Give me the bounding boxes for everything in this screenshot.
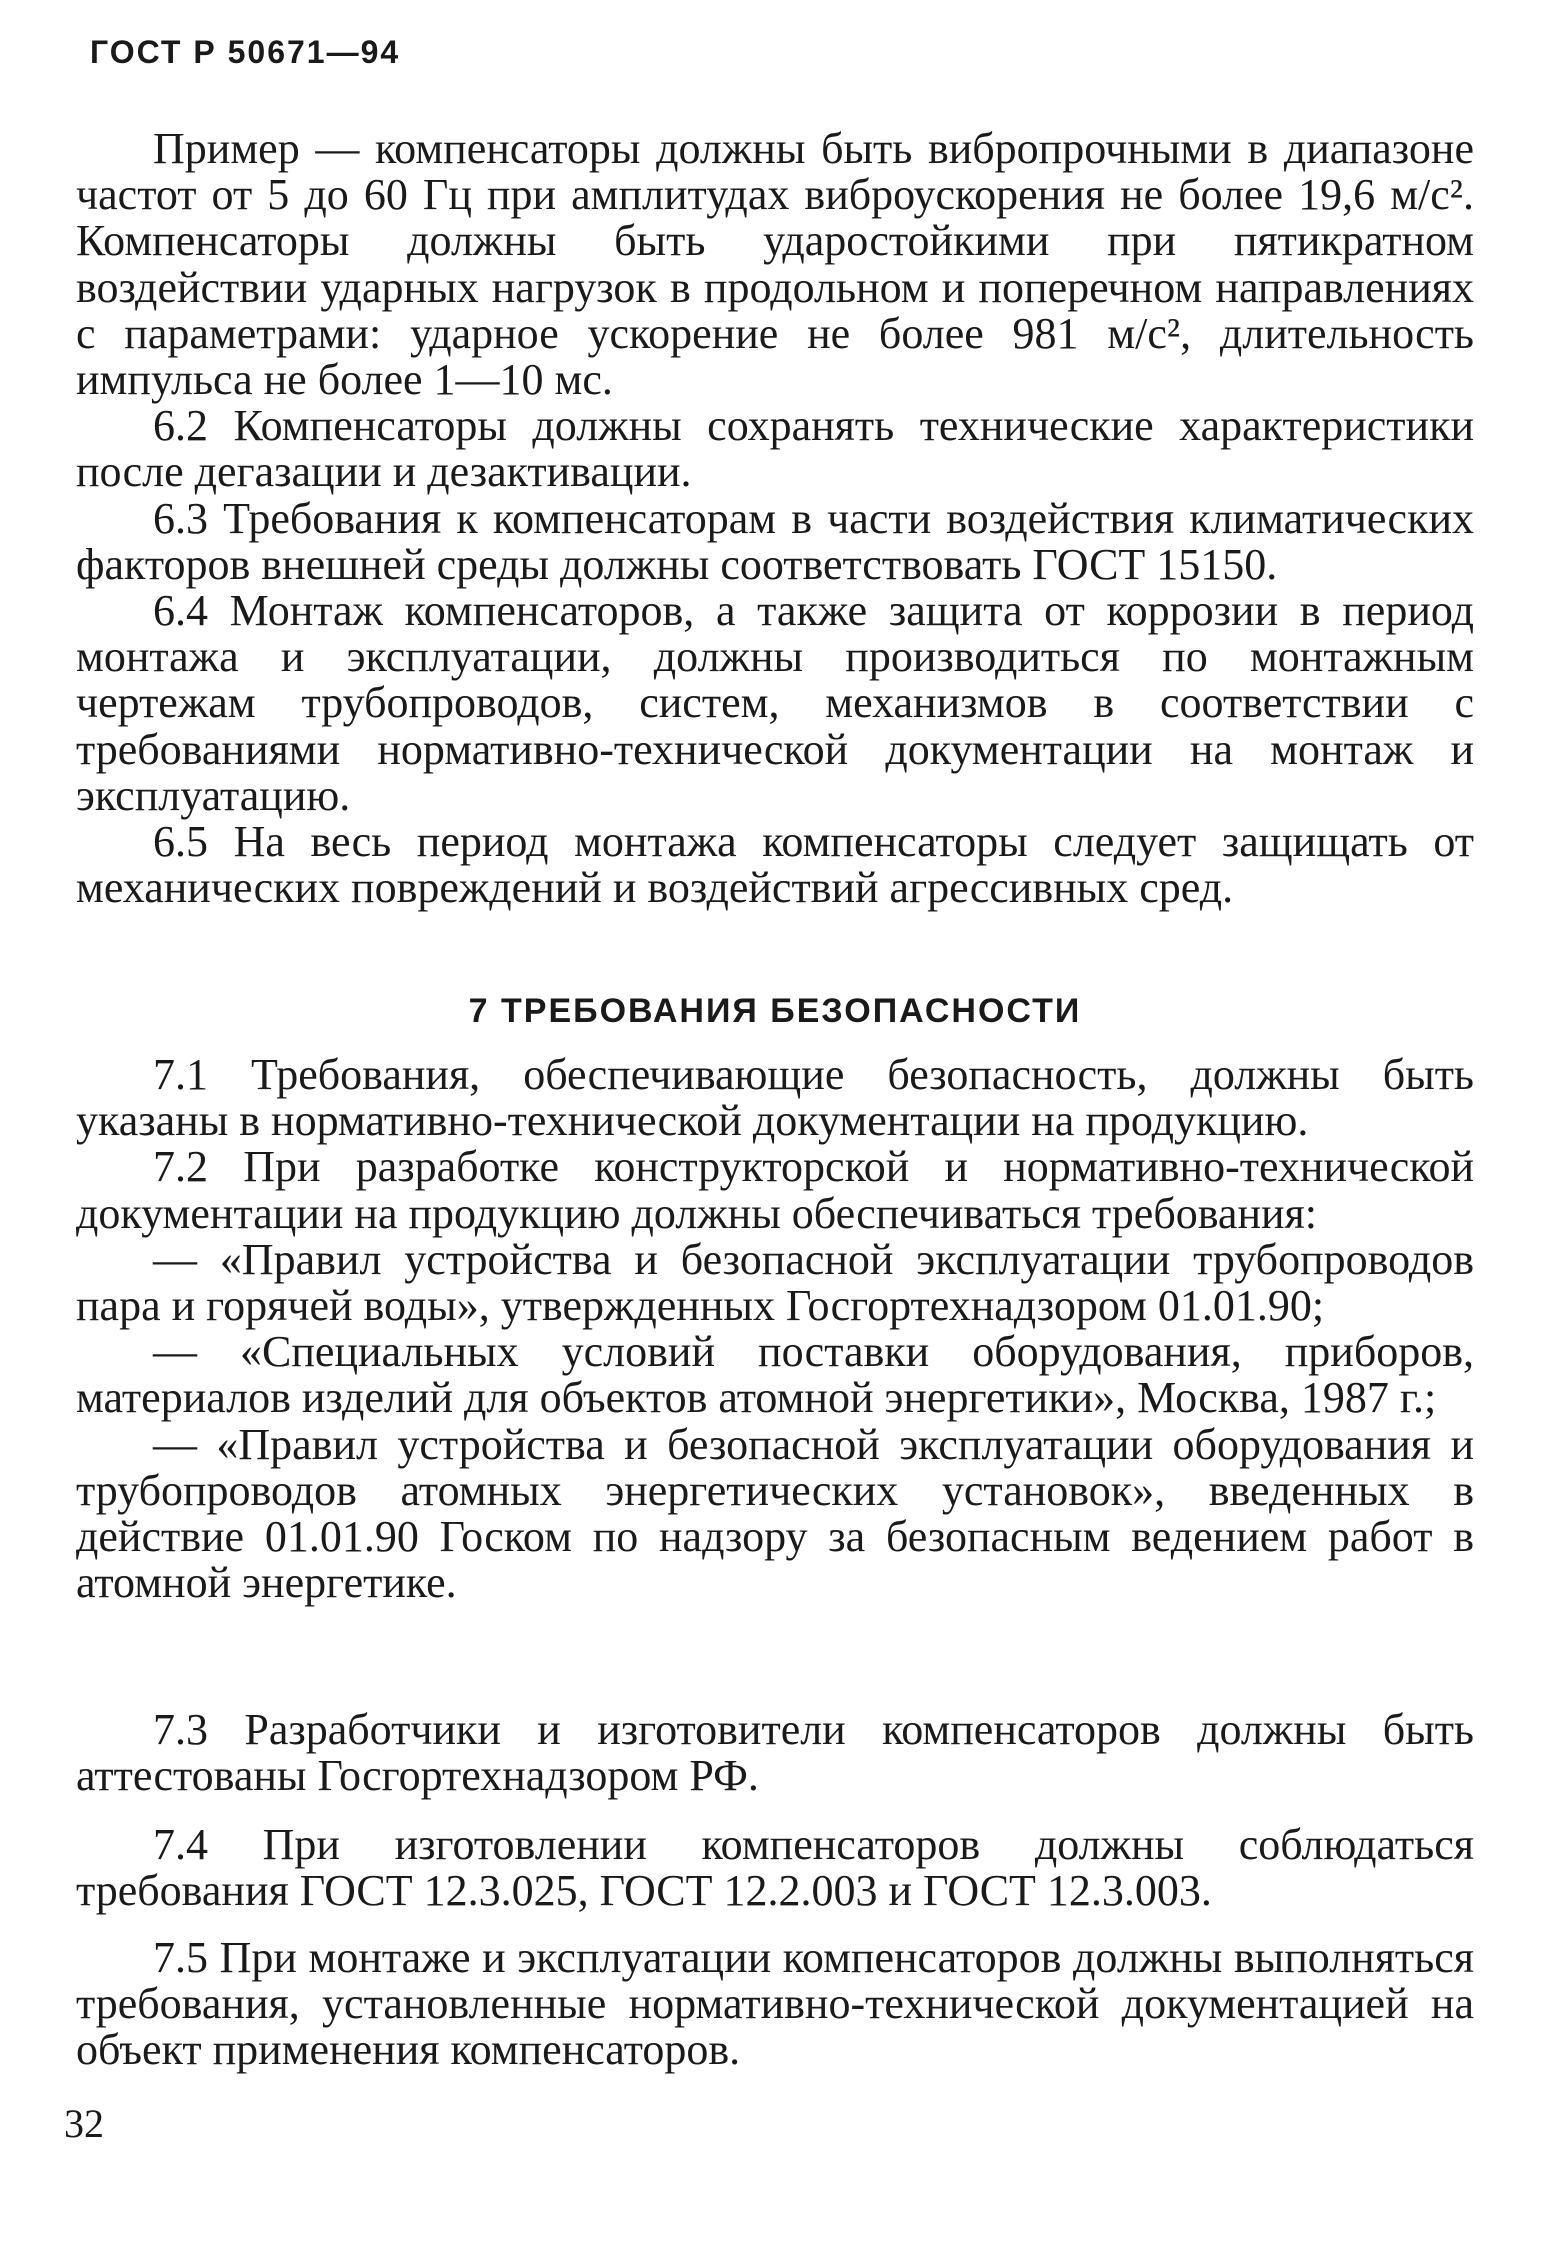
page-number: 32 bbox=[64, 2101, 104, 2146]
section-7-4-block bbox=[76, 1822, 1474, 1914]
section-6-continuation bbox=[76, 126, 1474, 911]
paragraph-7-1: 7.1 Требования, обеспечивающие безопасность, должны быть указаны в нормативно-технической документации на продукцию. bbox=[76, 1050, 1474, 1146]
paragraph-6-4: 6.4 Монтаж компенсаторов, а также защита от коррозии в период монтажа и эксплуатации, должны производиться по монтажным чертежам трубопроводов, систем, механизмов в соответствии с требованиями нормативно-технической документации на монтаж и эксплуатацию. bbox=[76, 586, 1474, 820]
paragraph-7-5: 7.5 При монтаже и эксплуатации компенсаторов должны выполняться требования, установленные нормативно-технической документацией на объект применения компенсаторов. bbox=[76, 1933, 1474, 2075]
section-7-title: 7 ТРЕБОВАНИЯ БЕЗОПАСНОСТИ bbox=[468, 992, 1082, 1030]
document-code-header: ГОСТ Р 50671—94 bbox=[90, 34, 401, 70]
paragraph-7-3: 7.3 Разработчики и изготовители компенсаторов должны быть аттестованы Госгортехнадзором РФ. bbox=[76, 1705, 1474, 1801]
paragraph-6-2: 6.2 Компенсаторы должны сохранять технические характеристики после дегазации и дезактивации. bbox=[76, 401, 1474, 497]
section-7-body bbox=[76, 1052, 1474, 1606]
paragraph-7-2: 7.2 При разработке конструкторской и нормативно-технической документации на продукцию должны обеспечиваться требования: bbox=[76, 1142, 1474, 1238]
section-7-3-block bbox=[76, 1707, 1474, 1799]
requirement-item-2: — «Специальных условий поставки оборудования, приборов, материалов изделий для объектов атомной энергетики», Москва, 1987 г.; bbox=[76, 1327, 1474, 1423]
paragraph-6-3: 6.3 Требования к компенсаторам в части воздействия климатических факторов внешней среды должны соответствовать ГОСТ 15150. bbox=[76, 493, 1474, 589]
requirement-item-3: — «Правил устройства и безопасной эксплуатации оборудования и трубопроводов атомных энергетических установок», введенных в действие 01.01.90 Госком по надзору за безопасным ведением работ в атомной энергетике. bbox=[76, 1419, 1474, 1608]
paragraph-example: Пример — компенсаторы должны быть вибропрочными в диапазоне частот от 5 до 60 Гц при амплитудах виброускорения не более 19,6 м/с². Компенсаторы должны быть ударостойкими при пятикратном воздействии ударных нагрузок в продольном и поперечном направлениях с параметрами: ударное ускорение не более 981 м/с², длительность импульса не более 1—10 мс. bbox=[76, 124, 1474, 405]
requirement-item-1: — «Правил устройства и безопасной эксплуатации трубопроводов пара и горячей воды», утвержденных Госгортехнадзором 01.01.90; bbox=[76, 1234, 1474, 1331]
section-7-5-block bbox=[76, 1935, 1474, 2074]
paragraph-6-5: 6.5 На весь период монтажа компенсаторы следует защищать от механических повреждений и воздействий агрессивных сред. bbox=[76, 817, 1474, 913]
paragraph-7-4: 7.4 При изготовлении компенсаторов должны соблюдаться требования ГОСТ 12.3.025, ГОСТ 12.2.003 и ГОСТ 12.3.003. bbox=[76, 1820, 1474, 1916]
